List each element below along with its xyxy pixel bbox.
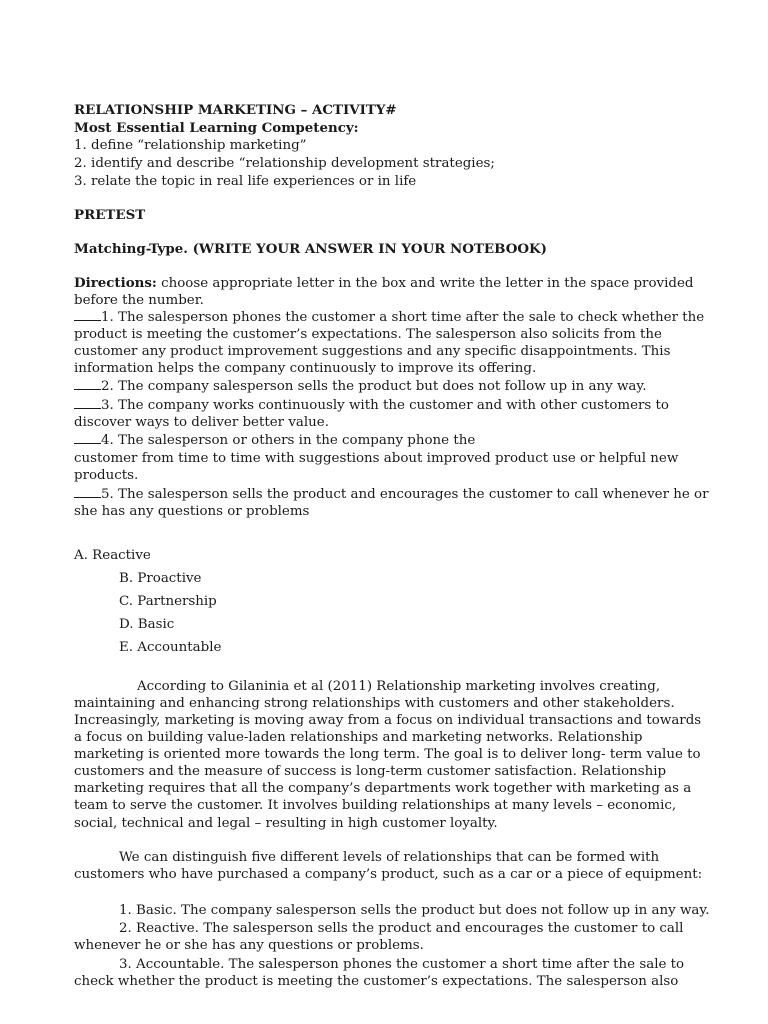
matching-item: 3. The company works continuously with the customer and with other customers to	[74, 397, 740, 414]
matching-item: 2. The company salesperson sells the product but does not follow up in any way.	[74, 378, 740, 395]
directions-text: choose appropriate letter in the box and write the letter in the space provided	[156, 276, 694, 291]
body-paragraph-line: marketing is oriented more towards the long term. The goal is to deliver long- term value to	[74, 747, 701, 762]
competency-item: 1. define “relationship marketing”	[74, 138, 307, 153]
answer-blank	[74, 486, 101, 498]
choice-item: B. Proactive	[119, 571, 202, 586]
competency-heading: Most Essential Learning Competency:	[74, 120, 359, 136]
body-paragraph-line: maintaining and enhancing strong relationships with customers and other stakeholders.	[74, 696, 675, 711]
directions-text: before the number.	[74, 293, 204, 308]
body-paragraph-line: social, technical and legal – resulting in high customer loyalty.	[74, 816, 498, 831]
body-paragraph-line: marketing requires that all the company’s departments work together with marketing as a	[74, 781, 692, 796]
matching-item: 5. The salesperson sells the product and encourages the customer to call whenever he or	[74, 486, 740, 503]
answer-blank	[74, 309, 101, 321]
directions-label: Directions:	[74, 275, 157, 291]
matching-item-text: she has any questions or problems	[74, 504, 310, 519]
choice-item: D. Basic	[119, 617, 175, 632]
matching-item-text: product is meeting the customer’s expectations. The salesperson also solicits from the	[74, 327, 662, 342]
choice-item: E. Accountable	[119, 640, 222, 655]
body-paragraph-line: customers and the measure of success is long-term customer satisfaction. Relationship	[74, 764, 667, 779]
competency-item: 3. relate the topic in real life experiences or in life	[74, 174, 417, 189]
matching-item-text: customer any product improvement suggestions and any specific disappointments. This	[74, 344, 671, 359]
choice-item: C. Partnership	[119, 594, 217, 609]
matching-item-text: discover ways to deliver better value.	[74, 415, 329, 430]
matching-heading: Matching-Type. (WRITE YOUR ANSWER IN YOUR NOTEBOOK)	[74, 241, 548, 257]
pretest-heading: PRETEST	[74, 207, 146, 223]
matching-item-text: information helps the company continuously to improve its offering.	[74, 361, 537, 376]
matching-item: 1. The salesperson phones the customer a short time after the sale to check whether the	[74, 309, 740, 326]
body-paragraph-line: customers who have purchased a company’s product, such as a car or a piece of equipment:	[74, 867, 703, 882]
level-item: 3. Accountable. The salesperson phones the customer a short time after the sale to	[119, 957, 685, 972]
matching-item-text: customer from time to time with suggestions about improved product use or helpful new	[74, 451, 679, 466]
body-paragraph-line: a focus on building value-laden relationships and marketing networks. Relationship	[74, 730, 643, 745]
body-paragraph-line: team to serve the customer. It involves building relationships at many levels – economic,	[74, 798, 677, 813]
level-item: 2. Reactive. The salesperson sells the product and encourages the customer to call	[119, 921, 684, 936]
matching-item-text: products.	[74, 468, 139, 483]
level-item-text: whenever he or she has any questions or problems.	[74, 938, 424, 953]
body-paragraph-line: According to Gilaninia et al (2011) Relationship marketing involves creating,	[137, 679, 661, 694]
choice-item: A. Reactive	[74, 548, 151, 563]
level-item-text: check whether the product is meeting the customer’s expectations. The salesperson also	[74, 974, 679, 989]
answer-blank	[74, 397, 101, 409]
competency-item: 2. identify and describe “relationship development strategies;	[74, 156, 495, 171]
document-title: RELATIONSHIP MARKETING – ACTIVITY#	[74, 102, 397, 118]
body-paragraph-line: We can distinguish five different levels of relationships that can be formed with	[119, 850, 660, 865]
directions	[74, 275, 740, 292]
body-paragraph-line: Increasingly, marketing is moving away from a focus on individual transactions and towards	[74, 713, 702, 728]
level-item: 1. Basic. The company salesperson sells the product but does not follow up in any way.	[119, 903, 710, 918]
answer-blank	[74, 378, 101, 390]
answer-blank	[74, 432, 101, 444]
matching-item: 4. The salesperson or others in the company phone the	[74, 432, 740, 449]
